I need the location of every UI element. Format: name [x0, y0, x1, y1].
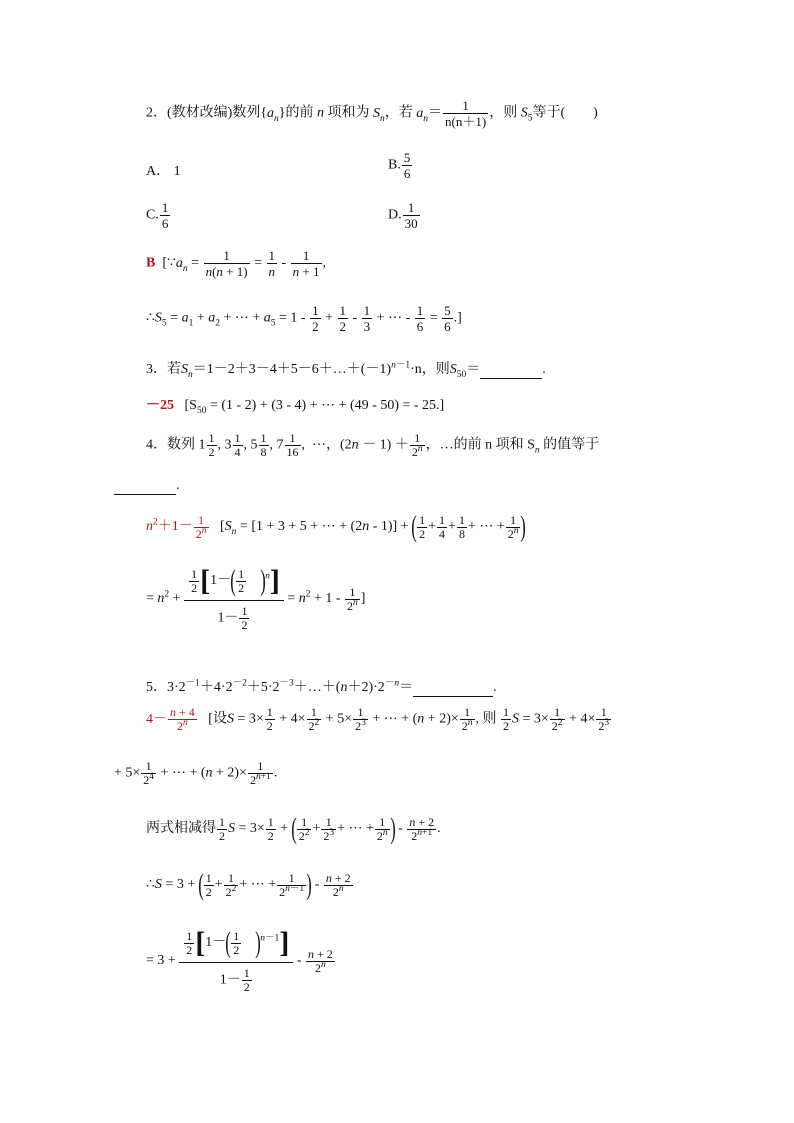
- answer-blank[interactable]: [480, 362, 542, 379]
- q2-answer-line1: B [$\because a_n$ = $\frac{1}{n(n + 1)}$ = $\frac{1}{n}$ - $\frac{1}{n + 1}$ ,: [146, 248, 327, 279]
- q5-answer-line2: + 5× $\frac{1}{2^4}$ + ⋯ + (n + 2)× $\frac{1}{2^{n+1}}$ .: [114, 759, 278, 787]
- question-5: 5．$3\cdot 2^{-1}+4\cdot 2^{-2}+5\cdot 2^{-3}+\dots+(n+2)\cdot 2^{-n}=$ .: [146, 678, 497, 695]
- q4-blank-line: .: [114, 478, 180, 495]
- q2-answer: B: [146, 255, 156, 271]
- q5-answer-line5: = 3 + $\frac{1}{2}$ [1－( $\frac{1}{2}$ )$^{n-1}$] 1－ $\frac{1}{2}$ - $\frac{n + 2}{2^n}$: [146, 926, 333, 994]
- option-b: B. $\frac{5}{6}$: [388, 150, 411, 181]
- q2-answer-line2: $\therefore S_5 = a_1 + a_2$ + ⋯ + $a_5 = 1$ - $\frac{1}{2}$ + $\frac{1}{2}$ - $\frac{1}{3}$ + ⋯ - $\frac{1}{6}$ = $\frac{5}{6}$ .]: [146, 303, 462, 334]
- q4-answer-line2: = $n^2$ + $\frac{1}{2}$ [1－( $\frac{1}{2}$ )$^n$] 1－ $\frac{1}{2}$ = $n^2 + 1$ - $\frac{1}{2^n}$ ]: [146, 564, 366, 632]
- q5-answer-line3: 两式相减得 $\frac{1}{2}$ S = 3× $\frac{1}{2}$ + ( $\frac{1}{2^2}$ + $\frac{1}{2^3}$ + ⋯ + $\frac{1}{2^n}$ ) - $\frac{n + 2}{2^{n+1}}$ .: [146, 812, 441, 845]
- option-a: A． 1: [146, 164, 181, 179]
- q5-answer-line4: ∴S = 3 + ( $\frac{1}{2}$ + $\frac{1}{2^2}$ + ⋯ + $\frac{1}{2^{n-1}}$ ) - $\frac{n + 2}{2^n}$: [146, 868, 351, 901]
- option-d: D. $\frac{1}{30}$: [388, 200, 418, 231]
- question-2: 2．(教材改编)数列$\{a_n\}$的前 n 项和为 $S_n$，若 $a_n=$ $\frac{1}{n(n+1)}$ ，则 $S_5$等于( ): [146, 98, 598, 129]
- q4-answer-line1: $n^2+1-$ $\frac{1}{2^n}$ [$S_n = [1 + 3 + 5$ + ⋯ + (2n - 1)] + ( $\frac{1}{2}$ + $\frac{1}{4}$ + $\frac{1}{8}$ + ⋯ + $\frac{1}{2^n}$ ): [146, 510, 527, 543]
- q3-answer: －25 [$S_{50} = (1 - 2) + (3 - 4)$ + ⋯ + (49 - 50) = - 25.]: [146, 398, 445, 416]
- question-3: 3．若$S_n=1-2+3-4+5-6+\dots+(-1)^{n-1}\cdot n$，则$S_{50}=$ .: [146, 360, 546, 380]
- answer-blank[interactable]: [413, 680, 493, 697]
- option-c: C. $\frac{1}{6}$: [146, 200, 169, 231]
- question-4: 4．数列 1 $\frac{1}{2}$ , 3 $\frac{1}{4}$ , 5 $\frac{1}{8}$ , 7 $\frac{1}{16}$ , ⋯，(2n － 1) ＋ $\frac{1}{2^n}$ ，…的前 n 项和 $S_n$ 的值等于: [146, 431, 600, 459]
- q5-answer-line1: 4－ $\frac{n + 4}{2^n}$ [设S = 3× $\frac{1}{2}$ + 4× $\frac{1}{2^2}$ + 5× $\frac{1}{2^3}$ + ⋯ + (n + 2)× $\frac{1}{2^n}$ , 则 $\frac{1}{2}$ S = 3× $\frac{1}{2^2}$ + 4× $\frac{1}{2^3}$: [146, 705, 610, 733]
- an-fraction: $\frac{1}{n(n+1)}$: [445, 98, 487, 129]
- answer-blank[interactable]: [114, 478, 176, 495]
